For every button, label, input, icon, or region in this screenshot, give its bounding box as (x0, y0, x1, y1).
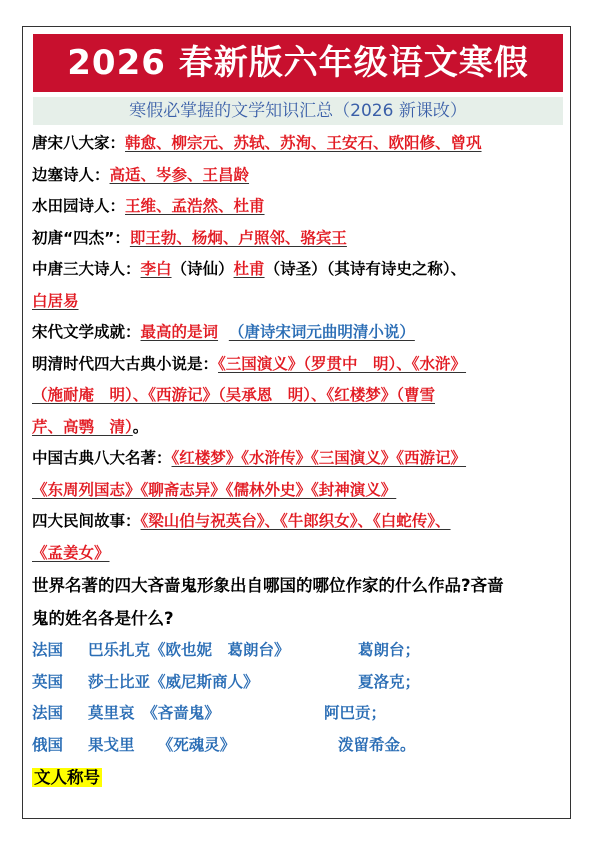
miser-name: 阿巴贡； (324, 704, 387, 722)
miser-name: 葛朗台； (358, 641, 421, 659)
label: 水田园诗人： (32, 197, 126, 215)
label: 明清时代四大古典小说是： (32, 354, 219, 373)
value: 《孟姜女》 (32, 543, 110, 562)
miser-row (32, 698, 580, 730)
question-line-1: 世界名著的四大吝啬鬼形象出自哪国的哪位作家的什么作品?吝啬 (32, 576, 504, 595)
work: 莫里哀 《吝啬鬼》 (88, 704, 220, 722)
row-folk-tales (32, 506, 580, 538)
country: 法国 (32, 641, 64, 659)
section-heading (32, 761, 580, 794)
subtitle-bar: 寒假必掌握的文学知识汇总（2026 新课改） (33, 97, 563, 125)
text: 。 (132, 417, 149, 436)
label: 唐宋八大家： (32, 134, 126, 152)
row-three-poets-cont (32, 286, 580, 318)
label: 初唐“四杰”： (32, 228, 130, 247)
value: 《梁山伯与祝英台》、《牛郎织女》、《白蛇传》、 (140, 512, 451, 530)
section-title: 文人称号 (34, 768, 100, 787)
row-eight-classics (32, 443, 580, 475)
work: 巴乐扎克《欧也妮 葛朗台》 (88, 641, 290, 659)
label: 中国古典八大名著： (32, 449, 172, 467)
value: 杜甫 (233, 260, 265, 278)
country: 俄国 (32, 735, 64, 754)
row-three-poets (32, 254, 580, 286)
text: （诗仙） (171, 260, 234, 278)
miser-row (32, 730, 580, 762)
value: 李白 (140, 260, 172, 278)
row-eight-classics-cont (32, 475, 580, 507)
label: 中唐三大诗人： (32, 260, 141, 278)
label: 边塞诗人： (32, 165, 110, 184)
title-banner: 2026 春新版六年级语文寒假 (33, 34, 563, 92)
text: （诗圣）（其诗有诗史之称）、 (264, 260, 467, 278)
value: 《东周列国志》《聊斋志异》《儒林外史》《封神演义》 (32, 480, 397, 499)
country: 法国 (32, 704, 64, 722)
content (32, 128, 580, 794)
country: 英国 (32, 672, 64, 691)
value: 高适、岑参、王昌龄 (109, 165, 250, 184)
miser-row (32, 635, 580, 667)
value: 韩愈、柳宗元、苏轼、苏洵、王安石、欧阳修、曾巩 (125, 134, 482, 152)
value-note: （唐诗宋词元曲明清小说） (228, 323, 415, 341)
work: 莎士比亚《威尼斯商人》 (88, 672, 259, 691)
row-song-literature (32, 317, 580, 349)
value: 王维、孟浩然、杜甫 (125, 197, 265, 215)
row-folk-tales-cont (32, 538, 580, 570)
row-four-talents (32, 223, 580, 255)
miser-name: 泼留希金。 (338, 735, 416, 754)
value: 《三国演义》（罗贯中 明）、《水浒》 (218, 354, 467, 373)
work: 果戈里 《死魂灵》 (88, 735, 236, 754)
value: 即王勃、杨炯、卢照邻、骆宾王 (129, 228, 347, 247)
row-frontier-poets (32, 160, 580, 192)
label: 四大民间故事： (32, 512, 141, 530)
value: 芹、高鹗 清） (32, 417, 133, 436)
row-pastoral-poets (32, 191, 580, 223)
value: 白居易 (32, 291, 79, 310)
question-line-2: 鬼的姓名各是什么? (32, 609, 174, 628)
value: 《红楼梦》《水浒传》《三国演义》《西游记》 (171, 449, 467, 467)
row-tang-song (32, 128, 580, 160)
miser-row (32, 667, 580, 699)
row-four-novels-cont (32, 380, 580, 412)
row-four-novels-cont2 (32, 412, 580, 444)
row-four-novels (32, 349, 580, 381)
value: 最高的是词 (140, 323, 219, 341)
label: 宋代文学成就： (32, 323, 141, 341)
value: （施耐庵 明）、《西游记》（吴承恩 明）、《红楼梦》（曹雪 (32, 386, 436, 404)
miser-name: 夏洛克； (358, 672, 421, 691)
